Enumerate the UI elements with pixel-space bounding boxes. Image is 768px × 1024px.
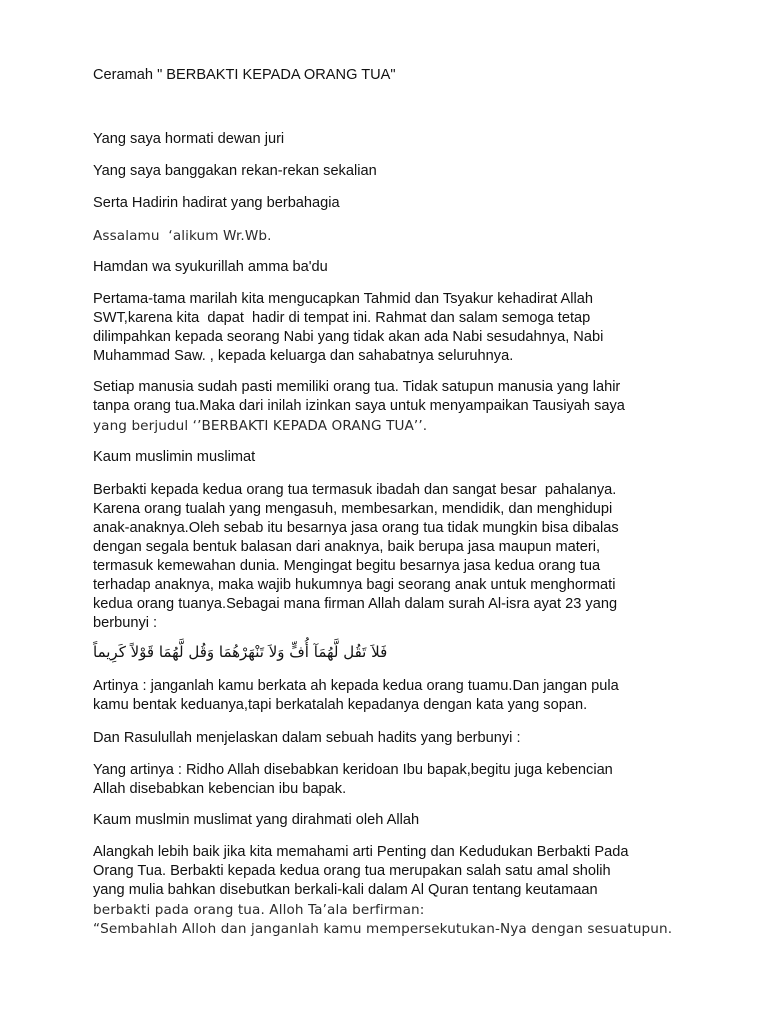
paragraph-line: yang berjudul ‘’BERBAKTI KEPADA ORANG TUA’’. <box>93 418 428 434</box>
paragraph-line: Yang artinya : Ridho Allah disebabkan keridoan Ibu bapak,begitu juga kebencian <box>93 762 613 778</box>
paragraph-line: Berbakti kepada kedua orang tua termasuk ibadah dan sangat besar pahalanya. <box>93 482 617 498</box>
paragraph-line: Alangkah lebih baik jika kita memahami arti Penting dan Kedudukan Berbakti Pada <box>93 844 629 860</box>
hadith-intro: Dan Rasulullah menjelaskan dalam sebuah hadits yang berbunyi : <box>93 730 521 746</box>
paragraph-line: termasuk kemewahan dunia. Mengingat begitu besarnya jasa kedua orang tua <box>93 558 601 574</box>
paragraph-line: Karena orang tualah yang mengasuh, membesarkan, mendidik, dan menghidupi <box>93 501 613 517</box>
paragraph-line: Pertama-tama marilah kita mengucapkan Tahmid dan Tsyakur kehadirat Allah <box>93 291 593 307</box>
hamdan-line: Hamdan wa syukurillah amma ba'du <box>93 259 328 275</box>
greeting-line: Yang saya banggakan rekan-rekan sekalian <box>93 163 377 179</box>
address-line: Kaum muslmin muslimat yang dirahmati oleh Allah <box>93 812 420 828</box>
paragraph-line: Orang Tua. Berbakti kepada kedua orang tua merupakan salah satu amal sholih <box>93 863 611 879</box>
salam-line: Assalamu ‘alikum Wr.Wb. <box>93 228 272 244</box>
paragraph-line: kamu bentak keduanya,tapi berkatalah kepadanya dengan kata yang sopan. <box>93 697 588 713</box>
document-title: Ceramah " BERBAKTI KEPADA ORANG TUA" <box>93 67 396 83</box>
paragraph-line: terhadap anaknya, maka wajib hukumnya bagi seorang anak untuk menghormati <box>93 577 616 593</box>
greeting-line: Serta Hadirin hadirat yang berbahagia <box>93 195 340 211</box>
paragraph-line: yang mulia bahkan disebutkan berkali-kali dalam Al Quran tentang keutamaan <box>93 882 598 898</box>
paragraph-line: anak-anaknya.Oleh sebab itu besarnya jasa orang tua tidak mungkin bisa dibalas <box>93 520 619 536</box>
paragraph-line: tanpa orang tua.Maka dari inilah izinkan saya untuk menyampaikan Tausiyah saya <box>93 398 625 414</box>
paragraph-line: kedua orang tuanya.Sebagai mana firman Allah dalam surah Al-isra ayat 23 yang <box>93 596 618 612</box>
paragraph-line: Setiap manusia sudah pasti memiliki orang tua. Tidak satupun manusia yang lahir <box>93 379 621 395</box>
greeting-line: Yang saya hormati dewan juri <box>93 131 285 147</box>
paragraph-line: Artinya : janganlah kamu berkata ah kepada kedua orang tuamu.Dan jangan pula <box>93 678 619 694</box>
paragraph-line: Muhammad Saw. , kepada keluarga dan sahabatnya seluruhnya. <box>93 348 514 364</box>
paragraph-line: berbunyi : <box>93 615 158 631</box>
arabic-verse: فَلاَ تَقُل لَّهُمَآ أُفٍّ وَلاَ تَنْهَرْهُمَا وَقُل لَّهُمَا قَوْلاً كَرِيماً <box>93 643 388 661</box>
paragraph-line: dilimpahkan kepada seorang Nabi yang tidak akan ada Nabi sesudahnya, Nabi <box>93 329 604 345</box>
paragraph-line: berbakti pada orang tua. Alloh Ta’ala berfirman: <box>93 902 425 918</box>
address-line: Kaum muslimin muslimat <box>93 449 256 465</box>
paragraph-line: Allah disebabkan kebencian ibu bapak. <box>93 781 347 797</box>
paragraph-line: dengan segala bentuk balasan dari anaknya, baik berupa jasa maupun materi, <box>93 539 601 555</box>
paragraph-line: SWT,karena kita dapat hadir di tempat ini. Rahmat dan salam semoga tetap <box>93 310 591 326</box>
paragraph-line: “Sembahlah Alloh dan janganlah kamu mempersekutukan-Nya dengan sesuatupun. <box>93 921 673 937</box>
